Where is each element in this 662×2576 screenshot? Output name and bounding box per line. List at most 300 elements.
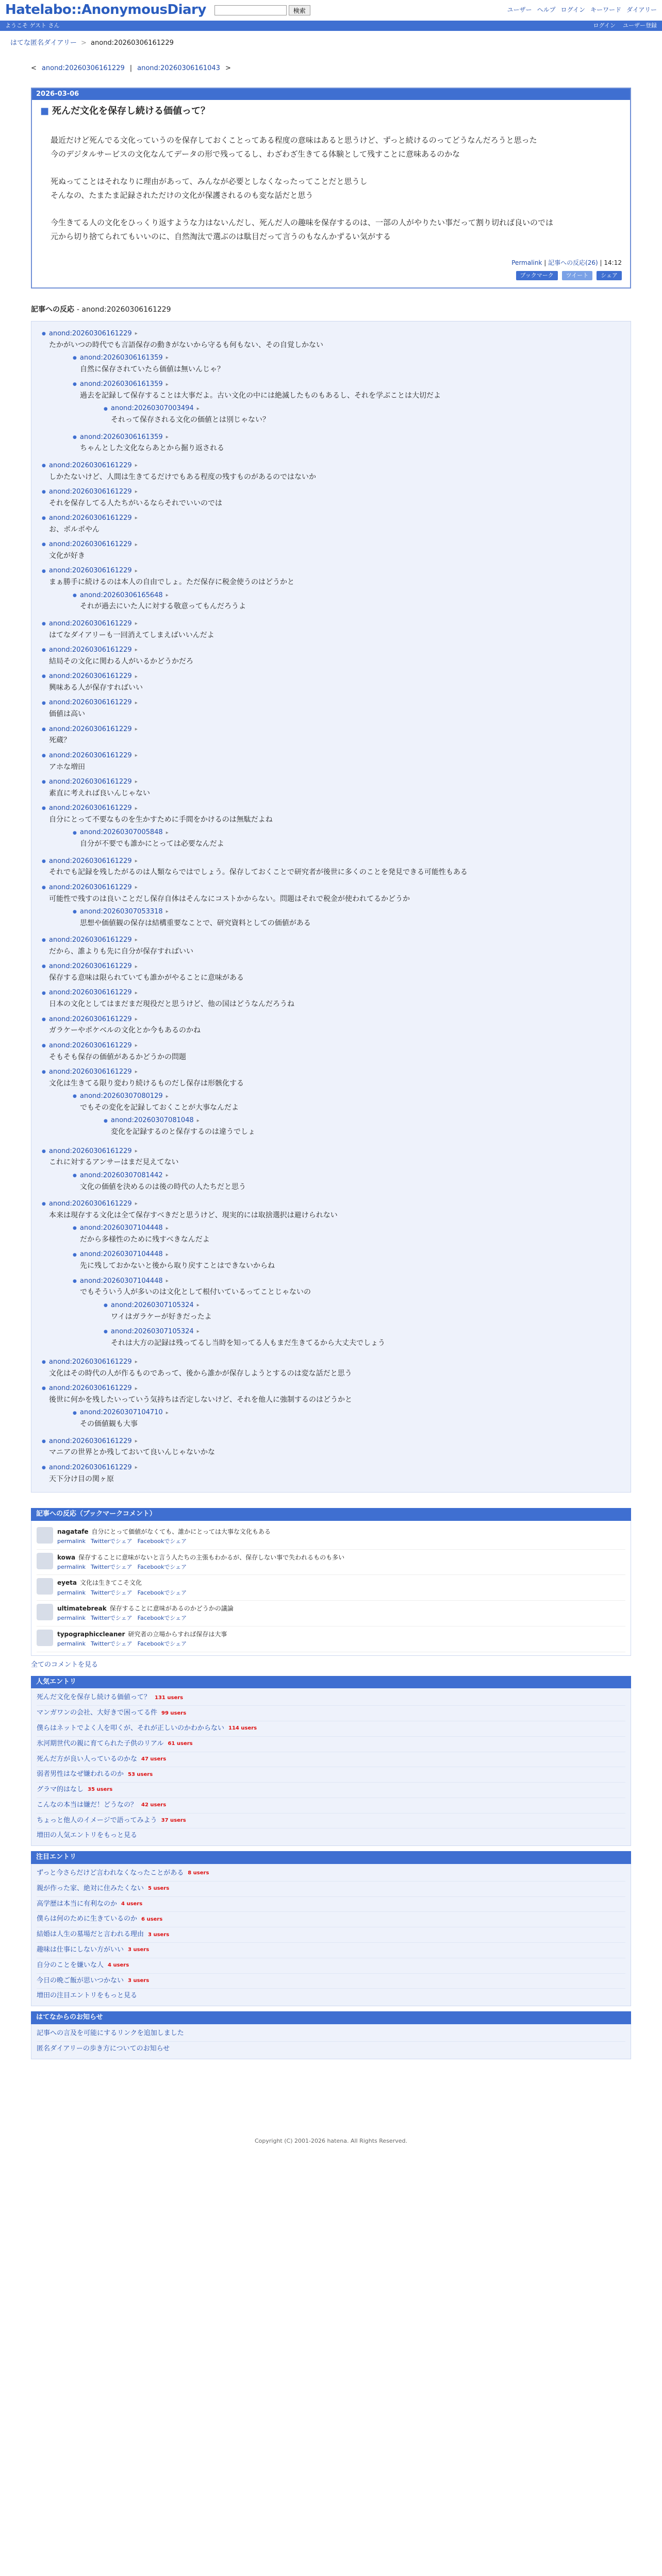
reaction-head: [42, 461, 625, 471]
site-footer: [0, 2137, 662, 2146]
all-comments-link[interactable]: 全てのコメントを見る: [31, 1660, 98, 1669]
reaction-badge-icon: ▸: [166, 1173, 169, 1179]
bookmark-comment-line: [57, 1578, 192, 1588]
reaction-item: [62, 1221, 625, 1247]
entry-list-link[interactable]: 死んだ方が良い人っているのかな: [37, 1755, 138, 1763]
reaction-id-link[interactable]: ● anond:20260306161229: [48, 989, 132, 997]
reaction-text: はてなダイアリーも一回消えてしまえばいいんだよ: [49, 631, 214, 639]
reaction-head: [73, 1408, 620, 1418]
reaction-head: [42, 961, 625, 972]
user-avatar[interactable]: [37, 1527, 53, 1544]
reaction-head: [42, 1041, 625, 1052]
reaction-text: 思想や価値観の保存は結構重要なことで、研究資料としての価値がある: [80, 919, 311, 927]
entry-list-link[interactable]: 自分のことを嫌いな人: [37, 1961, 104, 1969]
bookmark-meta-link[interactable]: Twitterでシェア: [91, 1589, 133, 1596]
entry-list-item: [37, 1783, 625, 1798]
share-row: [32, 268, 630, 287]
reaction-badge-icon: ▸: [135, 621, 138, 627]
info-link[interactable]: 匿名ダイアリーの歩き方についてのお知らせ: [37, 2044, 170, 2053]
tweet-button[interactable]: ツイート: [562, 271, 592, 280]
bookmark-comment-list: [31, 1521, 631, 1656]
bookmark-comment-body: [57, 1604, 234, 1623]
pager-separator: |: [129, 64, 133, 72]
reaction-badge-icon: ▸: [135, 805, 138, 811]
reaction-id-link[interactable]: ● anond:20260306161229: [48, 487, 132, 496]
entry-list-link[interactable]: 死んだ文化を保存し続ける価値って？: [37, 1693, 151, 1702]
bookmark-user[interactable]: eyeta: [57, 1579, 77, 1587]
top-link-help[interactable]: ヘルプ: [537, 6, 556, 14]
reaction-text: ガラケーやポケベルの文化とか今もあるのかね: [49, 1026, 201, 1035]
reaction-text: 後世に何かを残したいっていう気持ちは否定しないけど、それを他人に強制するのはどうかと: [49, 1396, 352, 1404]
reaction-id-link[interactable]: ● anond:20260306161229: [48, 329, 132, 337]
site-logo[interactable]: Hatelabo::AnonymousDiary: [5, 2, 206, 18]
reaction-item: [62, 351, 625, 377]
copyright: Copyright (C) 2001-2026 hatena. All Rights Reserved.: [255, 2137, 407, 2144]
reaction-id-link[interactable]: ● anond:20260306161359: [79, 433, 163, 441]
reaction-text: それが過去にいた人に対する敬意ってもんだろうよ: [80, 602, 246, 611]
reaction-id-link[interactable]: ● anond:20260306161359: [79, 353, 163, 362]
reaction-item: [62, 377, 625, 430]
entry-list-item: [37, 1912, 625, 1927]
reaction-badge-icon: ▸: [135, 1359, 138, 1365]
reaction-item: [31, 459, 631, 485]
reaction-item: [62, 1247, 625, 1274]
reaction-id-link[interactable]: ● anond:20260307081442: [79, 1171, 163, 1179]
bookmark-comment-text: 自分にとって価値がなくても、誰かにとっては大事な文化もある: [91, 1528, 271, 1535]
reaction-id-link[interactable]: ● anond:20260306161229: [48, 567, 132, 575]
reaction-badge-icon: ▸: [196, 405, 200, 412]
reaction-badge-icon: ▸: [135, 1069, 138, 1075]
entry-list-users[interactable]: 3 users: [128, 1978, 150, 1984]
entry-list-link[interactable]: ちょっと他人のイメージで語ってみよう: [37, 1816, 157, 1824]
reaction-badge-icon: ▸: [166, 381, 169, 387]
entry-list-link[interactable]: 親が作った家、絶対に住みたくない: [37, 1884, 144, 1892]
reaction-item: [62, 588, 625, 615]
bookmark-comment-line: [57, 1527, 271, 1537]
reaction-head: [104, 1300, 615, 1311]
bookmark-comment-text: 研究者の立場からすれば保存は大事: [128, 1630, 227, 1638]
reaction-head: [73, 1171, 620, 1181]
reaction-id-link[interactable]: ● anond:20260307104448: [79, 1250, 163, 1259]
entry-body: [32, 123, 630, 254]
entry-list-users[interactable]: 99 users: [161, 1710, 187, 1716]
entry-list-link[interactable]: マンガワンの会社、大好きで困ってる件: [37, 1709, 158, 1717]
reaction-id-link[interactable]: ● anond:20260306161229: [48, 1437, 132, 1445]
entry-list-users[interactable]: 42 users: [141, 1802, 167, 1808]
reaction-item: [31, 722, 631, 749]
reaction-text: 本来は現存する文化は全て保存すべきだと思うけど、現実的には取捨選択は避けられない: [49, 1211, 338, 1219]
reaction-id-link[interactable]: ● anond:20260306161229: [48, 1463, 132, 1471]
entry-list-item: [37, 1690, 625, 1706]
reaction-id-link[interactable]: ● anond:20260306161229: [48, 461, 132, 469]
reaction-head: [73, 353, 620, 364]
reaction-head: [73, 590, 620, 601]
bookmark-user[interactable]: kowa: [57, 1553, 76, 1561]
reaction-id-link[interactable]: ● anond:20260306165648: [79, 591, 163, 599]
entry-list-users[interactable]: 4 users: [108, 1962, 129, 1969]
entry-list-users[interactable]: 8 users: [188, 1870, 209, 1876]
reaction-id-link[interactable]: ● anond:20260306161229: [48, 725, 132, 733]
reaction-item: [93, 1325, 620, 1351]
top-link-keyword[interactable]: キーワード: [590, 6, 622, 14]
reaction-item: [31, 880, 631, 933]
entry-list-users[interactable]: 3 users: [148, 1931, 170, 1938]
permalink-link[interactable]: Permalink: [511, 259, 542, 267]
entry-list-link[interactable]: こんなの本当は嫌だ！どうなの？: [37, 1801, 138, 1809]
reaction-item: [31, 1355, 631, 1381]
reaction-id-link[interactable]: ● anond:20260307104448: [79, 1277, 163, 1285]
reaction-id-link[interactable]: ● anond:20260307053318: [79, 907, 163, 916]
entry-list-link[interactable]: 僕らはネットでよく人を叩くが、それが正しいのかわからない: [37, 1724, 225, 1732]
bookmark-meta-link[interactable]: Facebookでシェア: [137, 1538, 187, 1545]
info-item: [37, 2042, 625, 2057]
reaction-badge-icon: ▸: [135, 858, 138, 864]
entry-list-link[interactable]: グラマ的はなし: [37, 1786, 84, 1794]
reaction-text: 自分にとって不要なものを生かすために手間をかけるのは無駄だよね: [49, 815, 273, 824]
reaction-text: それは大方の記録は残ってるし当時を知ってる人もまだ生きてるから大丈夫でしょう: [111, 1338, 385, 1347]
popular-entries: [31, 1676, 631, 1846]
reaction-head: [73, 907, 620, 918]
reaction-item: [31, 1039, 631, 1065]
entry-list-item: [37, 1974, 625, 1989]
bookmark-meta-link[interactable]: permalink: [57, 1615, 86, 1622]
entry-list-users[interactable]: 4 users: [121, 1901, 143, 1907]
reaction-badge-icon: ▸: [166, 434, 169, 440]
reaction-id-link[interactable]: ● anond:20260306161229: [48, 672, 132, 681]
bookmark-comment-line: [57, 1604, 234, 1614]
entry-title[interactable]: ■ 死んだ文化を保存し続ける価値って？: [32, 100, 630, 123]
reaction-badge-icon: ▸: [135, 937, 138, 943]
entry-list-link[interactable]: 弱者男性はなぜ嫌われるのか: [37, 1770, 124, 1778]
reaction-text: 価値は高い: [49, 710, 85, 719]
bookmark-comment-text: 保存することに意味がないと言う人たちの主張もわかるが、保存しない事で失われるものも多い: [78, 1553, 345, 1561]
reaction-head: [42, 1357, 625, 1368]
top-links: [507, 5, 657, 15]
reaction-badge-icon: ▸: [135, 489, 138, 495]
entry-list-users[interactable]: 6 users: [141, 1916, 163, 1922]
bookmark-meta-link[interactable]: Twitterでシェア: [91, 1538, 133, 1545]
reaction-text: でもそういう人が多いのは文化として根付いているってことじゃないの: [80, 1288, 311, 1297]
reaction-id-link[interactable]: ● anond:20260306161229: [48, 1015, 132, 1023]
reaction-item: [31, 537, 631, 564]
bookmark-meta: [57, 1639, 227, 1649]
reaction-head: [42, 329, 625, 340]
reaction-id-link[interactable]: ● anond:20260306161229: [48, 1199, 132, 1208]
hatena-info-title: はてなからのお知らせ: [31, 2011, 631, 2024]
reaction-text: 保存する意味は限られていても誰かがやることに意味がある: [49, 974, 244, 982]
reaction-head: [42, 1436, 625, 1447]
bookmark-meta-link[interactable]: Twitterでシェア: [91, 1615, 133, 1622]
reaction-item: [31, 1012, 631, 1039]
entry-paragraph: 死ぬってことはそれなりに理由があって、みんなが必要としなくなったってことだと思うし: [51, 177, 368, 187]
reaction-id-link[interactable]: ● anond:20260306161229: [48, 1041, 132, 1049]
bookmark-user[interactable]: nagatafe: [57, 1528, 89, 1535]
reaction-id-link[interactable]: ● anond:20260306161229: [48, 883, 132, 891]
entry-list-users[interactable]: 37 users: [161, 1818, 186, 1824]
user-avatar[interactable]: [37, 1578, 53, 1595]
reaction-item: [93, 1113, 620, 1140]
reaction-id-link[interactable]: ● anond:20260306161229: [48, 619, 132, 628]
bookmark-meta-link[interactable]: Twitterでシェア: [91, 1640, 133, 1648]
entry-list-users[interactable]: 131 users: [155, 1694, 184, 1701]
reaction-badge-icon: ▸: [166, 829, 169, 836]
more-link[interactable]: 増田の人気エントリをもっと見る: [37, 1832, 138, 1840]
reaction-id-link[interactable]: ● anond:20260307080129: [79, 1092, 163, 1100]
reaction-head: [73, 432, 620, 443]
reactions-heading: [31, 304, 662, 315]
entry-list-link[interactable]: 僕らは何のために生きているのか: [37, 1915, 138, 1923]
popular-entries-list: [31, 1688, 631, 1846]
entry-paragraph: そんなの、たまたま記録されただけの文化が保護されるのも変な話だと思う: [51, 191, 313, 200]
entry-list-users[interactable]: 47 users: [141, 1756, 167, 1762]
reaction-text: ちゃんとした文化ならあとから掘り返される: [80, 444, 224, 453]
reaction-badge-icon: ▸: [196, 1302, 200, 1309]
reaction-item: [31, 1197, 631, 1355]
more-link[interactable]: 増田の注目エントリをもっと見る: [37, 1992, 138, 2000]
reaction-head: [42, 1014, 625, 1025]
bar-login-link[interactable]: ログイン: [593, 22, 616, 29]
bookmark-meta-link[interactable]: permalink: [57, 1538, 86, 1545]
reaction-badge-icon: ▸: [135, 963, 138, 970]
welcome-text: ようこそ ゲスト さん: [5, 22, 60, 29]
entry-list-link[interactable]: 趣味は仕事にしない方がいい: [37, 1946, 124, 1954]
reaction-id-link[interactable]: ● anond:20260307005848: [79, 828, 163, 837]
entry-list-item: [37, 1737, 625, 1752]
reaction-id-link[interactable]: ● anond:20260307081048: [110, 1116, 194, 1125]
entry-list-users[interactable]: 35 users: [88, 1787, 113, 1793]
reactions-heading-sub: - anond:20260306161229: [76, 306, 171, 314]
entry-list-users[interactable]: 3 users: [128, 1947, 150, 1953]
reaction-badge-icon: ▸: [135, 726, 138, 732]
reaction-id-link[interactable]: ● anond:20260306161229: [48, 751, 132, 759]
top-link-user[interactable]: ユーザー: [507, 6, 532, 14]
reaction-badge-icon: ▸: [135, 1438, 138, 1445]
bar-signup-link[interactable]: ユーザー登録: [623, 22, 657, 29]
bookmark-comment-body: [57, 1578, 192, 1597]
reaction-id-link[interactable]: ● anond:20260306161229: [48, 646, 132, 654]
reaction-badge-icon: ▸: [135, 647, 138, 653]
reaction-item: [93, 401, 620, 428]
reaction-text: 自分が不要でも誰かにとっては必要なんだよ: [80, 840, 224, 849]
entry-list-item: [37, 1882, 625, 1897]
search-input[interactable]: [214, 5, 287, 15]
entry-list-item: [37, 1866, 625, 1882]
reaction-item: [31, 669, 631, 696]
reaction-id-link[interactable]: ● anond:20260306161229: [48, 804, 132, 812]
reaction-item: [31, 1461, 631, 1487]
bookmark-meta: [57, 1537, 271, 1546]
reaction-id-link[interactable]: ● anond:20260307104448: [79, 1224, 163, 1232]
reaction-item: [31, 643, 631, 669]
reaction-text: しかたないけど、人間は生きてるだけでもある程度の残すものがあるのではないか: [49, 472, 316, 481]
reaction-text: その価値観も大事: [80, 1420, 138, 1429]
bookmark-comment-line: [57, 1553, 344, 1563]
bookmark-meta: [57, 1614, 234, 1623]
bookmark-meta-link[interactable]: Facebookでシェア: [137, 1589, 187, 1596]
reaction-head: [73, 1223, 620, 1234]
reaction-text: アホな増田: [49, 762, 85, 771]
reaction-head: [42, 856, 625, 867]
reaction-head: [42, 751, 625, 761]
bookmark-meta: [57, 1563, 344, 1572]
reaction-badge-icon: ▸: [166, 1410, 169, 1416]
entry-list-users[interactable]: 61 users: [168, 1741, 193, 1747]
bookmark-comments-title: 記事への反応（ブックマークコメント）: [31, 1508, 631, 1521]
reaction-id-link[interactable]: ● anond:20260306161229: [48, 1358, 132, 1366]
reaction-head: [42, 935, 625, 946]
reaction-head: [73, 1249, 620, 1260]
entry-list-item: [37, 1706, 625, 1721]
reaction-badge-icon: ▸: [135, 990, 138, 996]
watched-entries-title: 注目エントリ: [31, 1851, 631, 1864]
reaction-id-link[interactable]: ● anond:20260306161229: [48, 962, 132, 971]
bookmark-meta-link[interactable]: Facebookでシェア: [137, 1640, 187, 1648]
breadcrumb-parent[interactable]: はてな匿名ダイアリー: [10, 39, 77, 47]
reaction-badge-icon: ▸: [135, 779, 138, 785]
bookmark-comments: [31, 1508, 631, 1656]
reaction-text: お、ポルポやん: [49, 525, 100, 534]
entry-list-users[interactable]: 53 users: [128, 1771, 153, 1777]
entry-list-link[interactable]: 今日の晩ご飯が思いつかない: [37, 1976, 124, 1985]
pager-next[interactable]: anond:20260306161043: [137, 64, 220, 72]
entry-date: 2026-03-06: [32, 89, 630, 100]
reaction-head: [42, 883, 625, 893]
reaction-text: だから、誰よりも先に自分が保存すればいい: [49, 947, 193, 956]
reaction-text: 自然に保存されていたら価値は無いんじゃ？: [80, 365, 224, 374]
reaction-item: [62, 905, 625, 931]
reaction-head: [73, 1091, 620, 1102]
reaction-id-link[interactable]: ● anond:20260306161229: [48, 936, 132, 944]
reaction-id-link[interactable]: ● anond:20260306161229: [48, 1068, 132, 1076]
top-link-login[interactable]: ログイン: [560, 6, 586, 14]
reaction-head: [42, 487, 625, 498]
user-avatar[interactable]: [37, 1630, 53, 1646]
entry-list-users[interactable]: 114 users: [228, 1725, 257, 1732]
reaction-id-link[interactable]: ● anond:20260306161229: [48, 1384, 132, 1393]
reaction-badge-icon: ▸: [135, 885, 138, 891]
bookmark-comment: [37, 1524, 625, 1550]
reaction-id-link[interactable]: ● anond:20260306161229: [48, 1147, 132, 1155]
entry-list-item: [37, 1958, 625, 1974]
bookmark-meta-link[interactable]: Facebookでシェア: [137, 1615, 187, 1622]
entry-pager: [31, 63, 662, 74]
reaction-id-link[interactable]: ● anond:20260306161229: [48, 857, 132, 865]
reaction-id-link[interactable]: ● anond:20260307105324: [110, 1327, 194, 1335]
reaction-text: 天下分け目の関ヶ原: [49, 1475, 114, 1483]
reaction-item: [31, 749, 631, 775]
bookmark-comment-text: 保存することに意味があるのかどうかの議論: [109, 1605, 234, 1613]
entry-list-item: [37, 1798, 625, 1814]
reaction-item: [31, 986, 631, 1012]
pager-prev-arrow: <: [31, 64, 37, 72]
reaction-text: これに対するアンサーはまだ見えてない: [49, 1158, 179, 1167]
reaction-item: [31, 1065, 631, 1144]
entry-footer: Permalink | 記事への反応(26) | 14:12: [511, 259, 622, 267]
reaction-text: だから多様性のために残すべきなんだよ: [80, 1235, 210, 1244]
reaction-id-link[interactable]: ● anond:20260306161229: [48, 777, 132, 786]
reaction-text: 文化はその時代の人が作るものであって、後から誰かが保存しようとするのは変な話だと思う: [49, 1369, 352, 1378]
reaction-item: [62, 1089, 625, 1142]
reaction-head: [42, 645, 625, 656]
more-row: [37, 1989, 625, 2004]
bookmark-comment: [37, 1550, 625, 1575]
reaction-id-link[interactable]: ● anond:20260306161229: [48, 699, 132, 707]
watched-entries: [31, 1851, 631, 2006]
bookmark-button[interactable]: ブックマーク: [516, 271, 558, 280]
entry-list-users[interactable]: 5 users: [148, 1886, 170, 1892]
reaction-badge-icon: ▸: [166, 1278, 169, 1284]
reaction-head: [42, 1199, 625, 1210]
reaction-item: [62, 1405, 625, 1432]
reaction-badge-icon: ▸: [135, 1016, 138, 1023]
reaction-head: [42, 539, 625, 550]
info-link[interactable]: 記事への言及を可能にするリンクを追加しました: [37, 2029, 184, 2038]
reaction-text: でもその変化を記録しておくことが大事なんだよ: [80, 1104, 239, 1112]
pager-prev[interactable]: anond:20260306161229: [41, 64, 125, 72]
reactions-heading-label: 記事への反応: [31, 306, 74, 314]
reaction-item: [62, 430, 625, 456]
reaction-id-link[interactable]: ● anond:20260307104710: [79, 1409, 163, 1417]
reaction-item: [31, 1434, 631, 1461]
reaction-badge-icon: ▸: [135, 1465, 138, 1471]
bookmark-meta-link[interactable]: permalink: [57, 1640, 86, 1648]
reaction-id-link[interactable]: ● anond:20260306161229: [48, 514, 132, 522]
bookmark-meta-link[interactable]: permalink: [57, 1589, 86, 1596]
share-button[interactable]: シェア: [597, 271, 622, 280]
entry-paragraph: 今生きてる人の文化をひっくり返すような力はないんだし、死んだ人の趣味を保存するのは、一部の人がやりたい事だって割り切れば良いのでは: [51, 218, 554, 228]
bookmark-meta-link[interactable]: Twitterでシェア: [91, 1563, 133, 1570]
reaction-text: 先に残しておかないと後から取り戻すことはできないからね: [80, 1262, 275, 1270]
reaction-head: [42, 566, 625, 577]
user-avatar[interactable]: [37, 1553, 53, 1569]
entry-list-link[interactable]: 高学歴は本当に有利なのか: [37, 1900, 118, 1908]
reaction-text: 興味ある人が保存すればいい: [49, 684, 143, 692]
reaction-text: 変化を記録するのと保存するのは違うでしょ: [111, 1128, 255, 1137]
info-item: [37, 2026, 625, 2042]
bookmark-user[interactable]: typographiccleaner: [57, 1630, 125, 1638]
bookmark-comment-text: 文化は生きてこそ文化: [79, 1579, 142, 1587]
reaction-id-link[interactable]: ● anond:20260307003494: [110, 404, 194, 413]
breadcrumb-separator: >: [80, 39, 87, 47]
reaction-item: [31, 775, 631, 801]
bookmark-meta-link[interactable]: permalink: [57, 1563, 86, 1570]
search-button[interactable]: 検索: [289, 5, 310, 15]
reaction-id-link[interactable]: ● anond:20260307105324: [110, 1301, 194, 1309]
reaction-badge-icon: ▸: [166, 355, 169, 361]
entry-list-link[interactable]: 氷河期世代の親に育てられた子供のリアル: [37, 1739, 164, 1748]
entry-paragraph: 最近だけど死んでる文化っていうのを保存しておくことってある程度の意味はあると思うけど、ずっと続けるのってどうなんだろうと思った: [51, 135, 537, 145]
user-avatar[interactable]: [37, 1604, 53, 1620]
reaction-item: [62, 825, 625, 852]
reaction-item: [31, 1381, 631, 1434]
hatena-info-list: [31, 2024, 631, 2059]
bookmark-user[interactable]: ultimatebreak: [57, 1605, 107, 1613]
references-link[interactable]: 記事への反応(26): [548, 259, 598, 267]
entry-list-link[interactable]: ずっと今さらだけど言われなくなったことがある: [37, 1869, 184, 1877]
reaction-id-link[interactable]: ● anond:20260306161359: [79, 380, 163, 388]
reaction-item: [31, 485, 631, 511]
reaction-item: [62, 1168, 625, 1195]
bookmark-meta-link[interactable]: Facebookでシェア: [137, 1563, 187, 1570]
more-row: [37, 1828, 625, 1843]
all-comments: [31, 1660, 631, 1671]
bookmark-comment-line: [57, 1630, 227, 1639]
reaction-id-link[interactable]: ● anond:20260306161229: [48, 540, 132, 549]
top-link-diary[interactable]: ダイアリー: [626, 6, 657, 14]
reaction-text: 素直に考えれば良いんじゃない: [49, 789, 150, 798]
entry-list-link[interactable]: 結婚は人生の墓場だと言われる理由: [37, 1930, 144, 1939]
bookmark-comment-body: [57, 1630, 227, 1649]
